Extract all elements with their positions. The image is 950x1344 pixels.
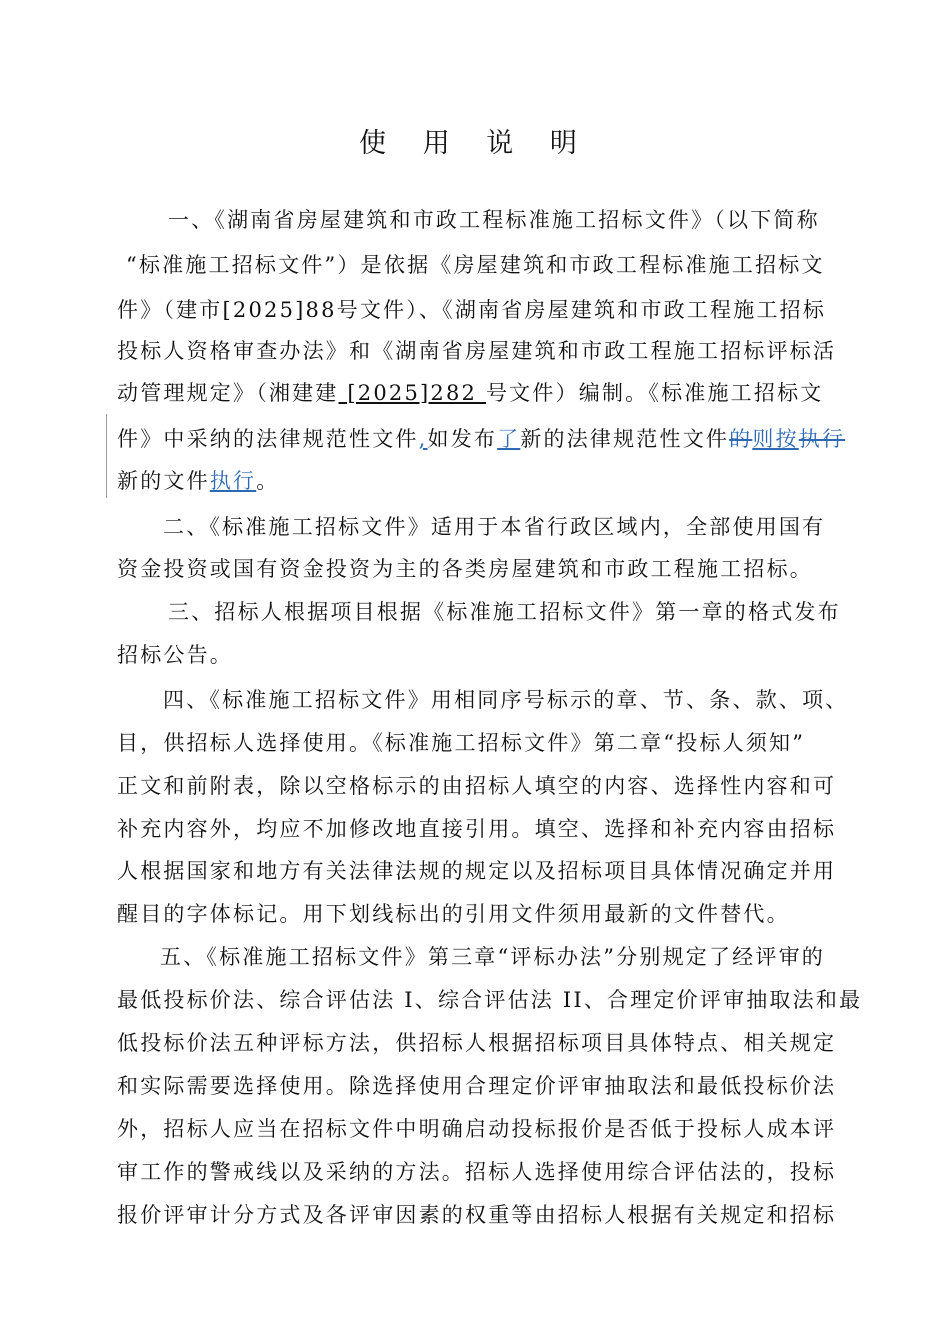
deleted-text: 执行 [798, 427, 846, 451]
paragraph-4-line-2: 目，供招标人选择使用。《标准施工招标文件》第二章“投标人须知” [117, 731, 806, 755]
paragraph-1-line-5 [117, 378, 823, 408]
paragraph-4-line-3: 正文和前附表，除以空格标示的由招标人填空的内容、选择性内容和可 [117, 774, 837, 798]
paragraph-1-line-1: 一、《湖南省房屋建筑和市政工程标准施工招标文件》（以下简称 [168, 208, 820, 232]
paragraph-1-line-7 [117, 466, 279, 496]
paragraph-5-line-3: 低投标价法五种评标方法，供招标人根据招标项目具体特点、相关规定 [117, 1031, 837, 1055]
text-run: 。 [256, 469, 280, 493]
paragraph-5-line-4: 和实际需要选择使用。除选择使用合理定价评审抽取法和最低投标价法 [117, 1074, 837, 1098]
text-run: 动管理规定》（湘建建 [117, 381, 339, 405]
inserted-text: 执行 [209, 469, 257, 493]
paragraph-4-line-4: 补充内容外，均应不加修改地直接引用。填空、选择和补充内容由招标 [117, 817, 837, 841]
paragraph-2-line-1: 二、《标准施工招标文件》适用于本省行政区域内，全部使用国有 [163, 515, 826, 539]
paragraph-5-line-7: 报价评审计分方式及各评审因素的权重等由招标人根据有关规定和招标 [117, 1203, 837, 1227]
text-run: 号文件）编制。《标准施工招标文 [485, 381, 824, 405]
inserted-text: , [418, 427, 428, 451]
revision-change-bar [106, 414, 107, 498]
paragraph-5-line-5: 外，招标人应当在招标文件中明确启动投标报价是否低于投标人成本评 [117, 1117, 837, 1141]
paragraph-1-line-6 [117, 424, 845, 454]
inserted-text: 则按 [752, 427, 799, 451]
underlined-document-number: [2025]282 [338, 381, 486, 405]
page-title: 使 用 说 明 [359, 128, 591, 159]
paragraph-2-line-2: 资金投资或国有资金投资为主的各类房屋建筑和市政工程施工招标。 [117, 557, 813, 581]
paragraph-1-line-3: 件》（建市[2025]88号文件）、《湖南省房屋建筑和市政工程施工招标 [117, 298, 827, 322]
paragraph-4-line-5: 人根据国家和地方有关法律法规的规定以及招标项目具体情况确定并用 [117, 859, 837, 883]
paragraph-5-line-6: 审工作的警戒线以及采纳的方法。招标人选择使用综合评估法的，投标 [117, 1160, 837, 1184]
paragraph-1-line-4: 投标人资格审查办法》和《湖南省房屋建筑和市政工程施工招标评标活 [117, 339, 837, 363]
text-run: 件》中采纳的法律规范性文件 [117, 427, 419, 451]
paragraph-3-line-2: 招标公告。 [117, 643, 233, 667]
text-run: 新的文件 [117, 469, 210, 493]
paragraph-5-line-1: 五、《标准施工招标文件》第三章“评标办法”分别规定了经评审的 [160, 945, 825, 969]
paragraph-4-line-1: 四、《标准施工招标文件》用相同序号标示的章、节、条、款、项、 [163, 688, 849, 712]
inserted-text: 了 [497, 427, 521, 451]
deleted-text: 的 [729, 427, 753, 451]
paragraph-1-line-2: “标准施工招标文件”）是依据《房屋建筑和市政工程标准施工招标文 [126, 253, 825, 277]
paragraph-5-line-2: 最低投标价法、综合评估法 I、综合评估法 II、合理定价评审抽取法和最 [117, 988, 863, 1012]
paragraph-3-line-1: 三、招标人根据项目根据《标准施工招标文件》第一章的格式发布 [168, 600, 841, 624]
paragraph-4-line-6: 醒目的字体标记。用下划线标出的引用文件须用最新的文件替代。 [117, 902, 790, 926]
text-run: 新的法律规范性文件 [520, 427, 730, 451]
text-run: 如发布 [427, 427, 498, 451]
